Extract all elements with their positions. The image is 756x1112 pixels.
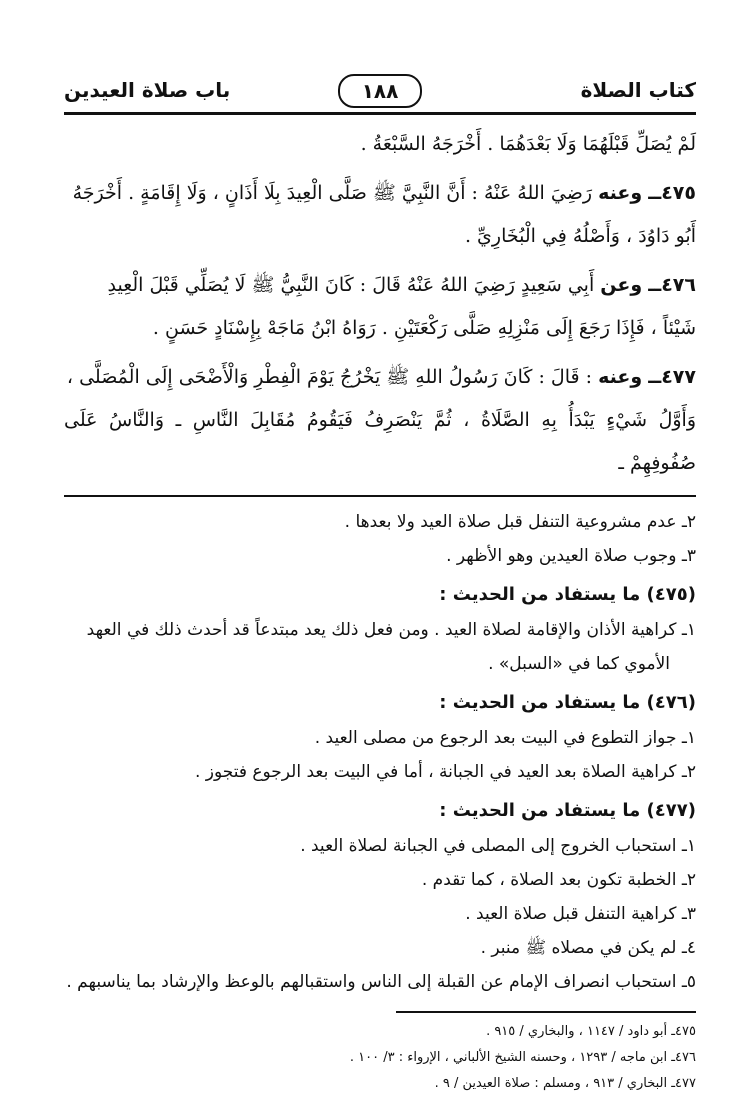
footnote-476: ٤٧٦ـ ابن ماجه / ١٢٩٣ ، وحسنه الشيخ الألباني ، الإرواء : ٣/ ١٠٠ . (349, 1049, 696, 1065)
benefit-475-1-cont: الأموي كما في «السبل» . (488, 654, 670, 674)
commentary (64, 505, 696, 999)
hadith-477-text-1: : قَالَ : كَانَ رَسُولُ اللهِ ﷺ يَخْرُجُ يَوْمَ الْفِطْرِ وَالْأَضْحَى إِلَى الْمُصَلَّى ، (66, 366, 593, 388)
hadith-476-number: ٤٧٦ــ (648, 274, 696, 296)
hadith-475-number: ٤٧٥ــ (648, 182, 696, 204)
page-number: ١٨٨ (338, 74, 422, 108)
hadith-476-lead: وعن (600, 274, 643, 296)
hadith-intro-line: لَمْ يُصَلِّ قَبْلَهُمَا وَلَا بَعْدَهُمَا . أَخْرَجَهُ السَّبْعَةُ . (360, 133, 696, 155)
hadith-475-lead: وعنه (598, 182, 643, 204)
benefit-475-1: ١ـ كراهية الأذان والإقامة لصلاة العيد . ومن فعل ذلك يعد مبتدعاً قد أحدث ذلك في العهد (86, 620, 696, 640)
hadith-476 (64, 264, 696, 307)
benefit-477-1: ١ـ استحباب الخروج إلى المصلى في الجبانة لصلاة العيد . (300, 836, 696, 856)
commentary-carry-over-2: ٣ـ وجوب صلاة العيدين وهو الأظهر . (446, 546, 696, 566)
benefit-476-2: ٢ـ كراهية الصلاة بعد العيد في الجبانة ، أما في البيت بعد الرجوع فتجوز . (194, 762, 696, 782)
hadith-475 (64, 172, 696, 215)
benefit-477-4: ٤ـ لم يكن في مصلاه ﷺ منبر . (480, 938, 696, 958)
page (64, 72, 696, 1112)
hadith-477-lead: وعنه (598, 366, 643, 388)
footnote-divider (396, 1011, 696, 1013)
hadith-477-text-2: وَأَوَّلُ شَيْءٍ يَبْدَأُ بِهِ الصَّلَاةُ ، ثُمَّ يَنْصَرِفُ فَيَقُومُ مُقَابِلَ النَّاسِ ـ وَالنَّاسُ عَلَى صُفُوفِهِمْ ـ (64, 409, 696, 474)
section-heading-477: (٤٧٧) ما يستفاد من الحديث : (439, 800, 696, 821)
hadith-476-text-2: شَيْئاً ، فَإِذَا رَجَعَ إِلَى مَنْزِلِهِ صَلَّى رَكْعَتَيْنِ . رَوَاهُ ابْنُ مَاجَهْ بِإِسْنَادٍ حَسَنٍ . (152, 317, 696, 339)
hadith-477-number: ٤٧٧ــ (648, 366, 696, 388)
hadith-477 (64, 356, 696, 399)
book-title: كتاب الصلاة (580, 78, 696, 102)
benefit-477-2: ٢ـ الخطبة تكون بعد الصلاة ، كما تقدم . (421, 870, 696, 890)
benefit-476-1: ١ـ جواز التطوع في البيت بعد الرجوع من مصلى العيد . (314, 728, 696, 748)
benefit-477-3: ٣ـ كراهية التنفل قبل صلاة العيد . (465, 904, 696, 924)
hadith-text (64, 123, 696, 485)
footnote-475: ٤٧٥ـ أبو داود / ١١٤٧ ، والبخاري / ٩١٥ . (486, 1023, 696, 1039)
section-heading-476: (٤٧٦) ما يستفاد من الحديث : (439, 692, 696, 713)
chapter-title: باب صلاة العيدين (64, 78, 231, 102)
hadith-475-text-1: رَضِيَ اللهُ عَنْهُ : أَنَّ النَّبِيَّ ﷺ صَلَّى الْعِيدَ بِلَا أَذَانٍ ، وَلَا إِقَامَةٍ . أَخْرَجَهُ (72, 182, 593, 204)
section-heading-475: (٤٧٥) ما يستفاد من الحديث : (439, 584, 696, 605)
running-header (64, 72, 696, 115)
hadith-476-text-1: أَبِي سَعِيدٍ رَضِيَ اللهُ عَنْهُ قَالَ : كَانَ النَّبِيُّ ﷺ لَا يُصَلِّي قَبْلَ الْعِيدِ (107, 274, 595, 296)
commentary-carry-over-1: ٢ـ عدم مشروعية التنفل قبل صلاة العيد ولا بعدها . (344, 512, 696, 532)
footnote-477: ٤٧٧ـ البخاري / ٩١٣ ، ومسلم : صلاة العيدين / ٩ . (434, 1075, 696, 1091)
commentary-divider (64, 495, 696, 497)
footnotes (64, 1019, 696, 1097)
hadith-475-text-2: أَبُو دَاوُدَ ، وَأَصْلُهُ فِي الْبُخَارِيِّ . (464, 225, 696, 247)
benefit-477-5: ٥ـ استحباب انصراف الإمام عن القبلة إلى الناس واستقبالهم بالوعظ والإرشاد بما يناسبهم . (66, 972, 696, 992)
